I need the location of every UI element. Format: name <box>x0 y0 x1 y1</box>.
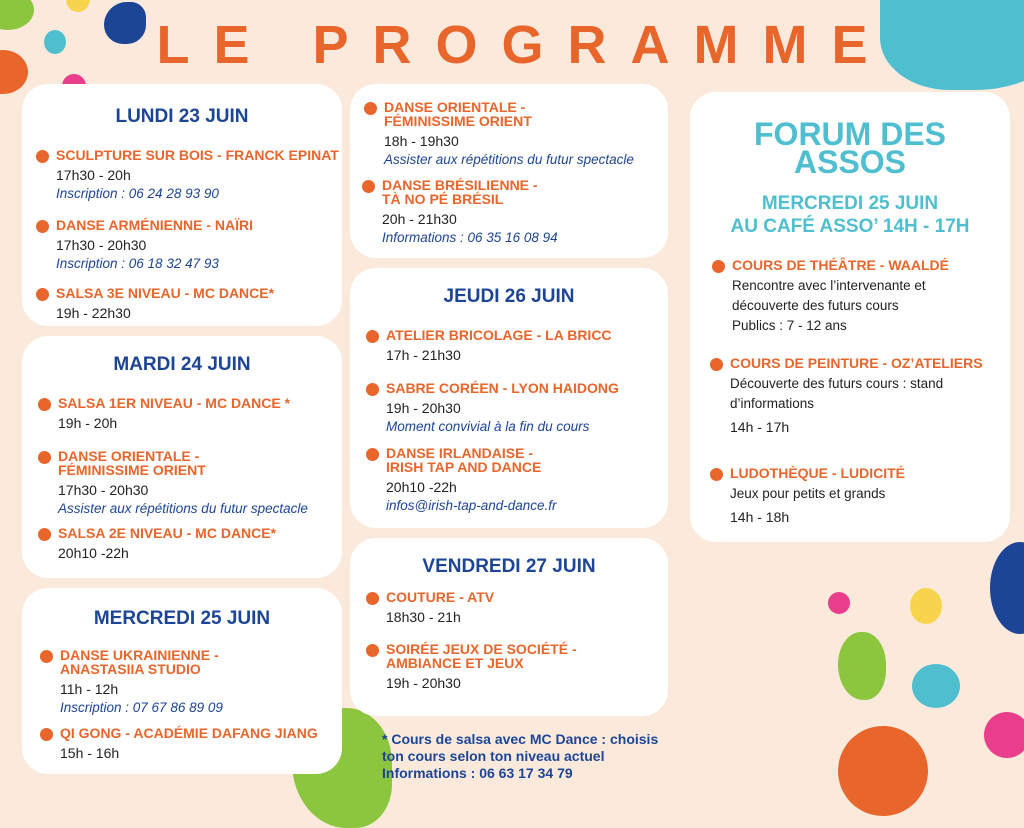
card-mercredi <box>22 588 342 774</box>
event-item <box>366 328 668 365</box>
forum-subtitle: MERCREDI 25 JUIN AU CAFÉ ASSO’ 14H - 17H <box>730 193 970 237</box>
card-mardi-suite <box>350 84 668 258</box>
bullet-icon <box>366 644 379 657</box>
bullet-icon <box>36 288 49 301</box>
event-note: Assister aux répétitions du futur spectacle <box>384 152 634 167</box>
event-name: DANSE ARMÉNIENNE - NAÏRI <box>56 217 254 233</box>
event-item <box>38 396 342 433</box>
event-time: 20h - 21h30 <box>382 211 457 227</box>
event-note: Inscription : 06 24 28 93 90 <box>56 186 219 201</box>
bullet-icon <box>40 728 53 741</box>
salsa-footnote: * Cours de salsa avec MC Dance : choisis ton cours selon ton niveau actuel Informations : 06 63 17 34 79 <box>382 731 659 781</box>
bullet-icon <box>710 358 723 371</box>
decor-blob-pink-right <box>984 712 1024 758</box>
event-name: SCULPTURE SUR BOIS - FRANCK EPINAT <box>56 147 339 163</box>
event-item <box>710 356 1004 437</box>
event-time: 11h - 12h <box>60 681 119 697</box>
event-time: 17h30 - 20h <box>56 167 131 183</box>
event-name: SALSA 2E NIVEAU - MC DANCE* <box>58 525 277 541</box>
card-mardi <box>22 336 342 578</box>
event-item <box>36 148 342 203</box>
event-item <box>38 449 342 518</box>
event-name: QI GONG - ACADÉMIE DAFANG JIANG <box>60 725 318 741</box>
day-heading: MERCREDI 25 JUIN <box>93 608 271 629</box>
event-name: SABRE CORÉEN - LYON HAIDONG <box>386 380 619 396</box>
event-time: 18h30 - 21h <box>386 609 461 625</box>
card-jeudi <box>350 268 668 528</box>
event-name: DANSE IRLANDAISE - IRISH TAP AND DANCE <box>386 445 542 475</box>
bullet-icon <box>362 180 375 193</box>
bullet-icon <box>36 150 49 163</box>
event-name: DANSE BRÉSILIENNE - TÀ NO PÉ BRÉSIL <box>382 177 538 207</box>
event-item <box>40 648 342 717</box>
event-item <box>366 642 668 693</box>
bullet-icon <box>366 330 379 343</box>
bullet-icon <box>712 260 725 273</box>
event-item <box>362 178 668 247</box>
event-note: Moment convivial à la fin du cours <box>386 419 590 434</box>
decor-blob-teal-bottom <box>912 664 960 708</box>
day-heading: MARDI 24 JUIN <box>113 354 251 375</box>
bullet-icon <box>364 102 377 115</box>
event-time: 18h - 19h30 <box>384 133 459 149</box>
bullet-icon <box>710 468 723 481</box>
event-note: Assister aux répétitions du futur spectacle <box>58 501 308 516</box>
decor-blob-green-right <box>838 632 886 700</box>
day-heading: VENDREDI 27 JUIN <box>422 556 596 577</box>
event-time: 17h30 - 20h30 <box>58 482 149 498</box>
decor-blob-pink-bottom <box>828 592 850 614</box>
forum-title: FORUM DES ASSOS <box>754 116 946 180</box>
decor-blob-orange-bottom <box>838 726 928 816</box>
event-description: Découverte des futurs cours : stand d’informations <box>730 376 944 411</box>
event-time: 19h - 22h30 <box>56 305 131 321</box>
page-title: LE PROGRAMME <box>156 15 892 75</box>
event-note: Inscription : 07 67 86 89 09 <box>60 700 223 715</box>
event-name: DANSE ORIENTALE - FÉMINISSIME ORIENT <box>58 448 206 478</box>
event-item <box>38 526 342 563</box>
event-name: LUDOTHÈQUE - LUDICITÉ <box>730 465 905 481</box>
event-item <box>364 100 668 169</box>
event-time: 20h10 -22h <box>58 545 129 561</box>
bullet-icon <box>36 220 49 233</box>
event-item <box>712 258 1004 336</box>
event-item <box>36 286 342 323</box>
event-description: Rencontre avec l’intervenante et découverte des futurs cours Publics : 7 - 12 ans <box>732 278 926 333</box>
card-forum <box>690 92 1010 542</box>
event-item <box>366 381 668 436</box>
event-time: 17h - 21h30 <box>386 347 461 363</box>
event-item <box>40 726 342 763</box>
card-vendredi <box>350 538 668 716</box>
event-note: infos@irish-tap-and-dance.fr <box>386 498 557 513</box>
decor-blob-yellow-right <box>910 588 942 624</box>
event-time: 14h - 17h <box>730 419 790 435</box>
event-item <box>366 446 668 515</box>
event-time: 15h - 16h <box>60 745 120 761</box>
bullet-icon <box>40 650 53 663</box>
event-time: 19h - 20h30 <box>386 400 461 416</box>
event-name: SALSA 3E NIVEAU - MC DANCE* <box>56 285 275 301</box>
event-note: Informations : 06 35 16 08 94 <box>382 230 558 245</box>
day-heading: JEUDI 26 JUIN <box>443 286 575 307</box>
day-heading: LUNDI 23 JUIN <box>115 106 249 127</box>
bullet-icon <box>38 528 51 541</box>
event-name: SALSA 1ER NIVEAU - MC DANCE * <box>58 395 291 411</box>
event-name: DANSE UKRAINIENNE - ANASTASIIA STUDIO <box>60 647 219 677</box>
event-time: 17h30 - 20h30 <box>56 237 147 253</box>
bullet-icon <box>366 383 379 396</box>
decor-blob-yellow <box>66 0 90 12</box>
bullet-icon <box>366 448 379 461</box>
decor-blob-navy-right <box>990 542 1024 634</box>
event-time: 19h - 20h <box>58 415 118 431</box>
event-time: 14h - 18h <box>730 509 790 525</box>
event-item <box>36 218 342 273</box>
event-name: COUTURE - ATV <box>386 589 495 605</box>
card-lundi <box>22 84 342 326</box>
event-name: ATELIER BRICOLAGE - LA BRICC <box>386 327 612 343</box>
event-description: Jeux pour petits et grands <box>730 486 886 501</box>
event-name: DANSE ORIENTALE - FÉMINISSIME ORIENT <box>384 99 532 129</box>
event-note: Inscription : 06 18 32 47 93 <box>56 256 219 271</box>
event-time: 20h10 -22h <box>386 479 457 495</box>
bullet-icon <box>38 398 51 411</box>
event-name: SOIRÉE JEUX DE SOCIÉTÉ - AMBIANCE ET JEUX <box>386 641 577 671</box>
event-name: COURS DE PEINTURE - OZ’ATELIERS <box>730 355 983 371</box>
event-time: 19h - 20h30 <box>386 675 461 691</box>
event-name: COURS DE THÉÂTRE - WAALDÉ <box>732 257 949 273</box>
event-item <box>710 466 1004 527</box>
bullet-icon <box>366 592 379 605</box>
bullet-icon <box>38 451 51 464</box>
event-item <box>366 590 668 627</box>
